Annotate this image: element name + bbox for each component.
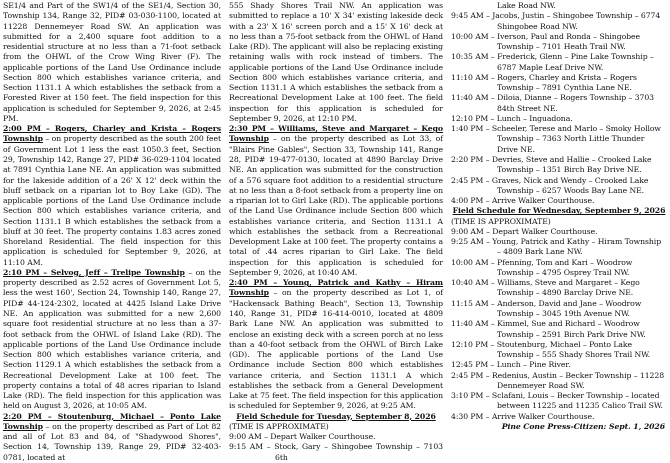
schedule-time: 12:45 PM – bbox=[451, 360, 497, 370]
schedule-time: 1:40 PM – bbox=[451, 124, 492, 134]
schedule-time: 9:00 AM – bbox=[451, 226, 493, 236]
schedule-title-tuesday: Field Schedule for Tuesday, September 8, 2026 bbox=[236, 411, 436, 421]
notice-paragraph bbox=[229, 124, 443, 278]
schedule-desc: Scheeler, Terese and Marlo – Smoky Hollow Township – 7363 North Little Thunder Drive NE. bbox=[491, 124, 661, 154]
schedule-desc: Williams, Steve and Margaret – Kego Township – 4890 Barclay Drive NE. bbox=[497, 278, 640, 298]
hearing-heading: 2:10 PM – Selvog, Jeff – Trelipe Township bbox=[3, 267, 185, 277]
schedule-continuation: Lake Road NW. bbox=[497, 1, 556, 10]
schedule-entry bbox=[451, 227, 667, 237]
schedule-time: 2:45 PM – bbox=[451, 370, 492, 380]
hearing-body: – on property described as the south 200 feet of Government Lot 1 less the east 1050.3 feet, Section 29, Township 142, Range 27, PID# 36-029-1104 located at 7891 Cynthia Lane NE. An application was submitted for the lakeside addition of a 26' X 12' deck within the bluff setback on a riparian lot to Boy Lake (GD). The applicable portions of the Land Use Ordinance include Section 800 which establishes variance criteria, and Section 1131.1 B which establishes the setback from a bluff at 30 feet. The property contains 1.83 acres zoned Shoreland Residential. The field inspection for this application is scheduled for September 9, 2026, at 11:10 AM. bbox=[3, 134, 221, 267]
schedule-desc: Lunch – Inguadona. bbox=[496, 113, 573, 123]
schedule-time: 11:40 AM – bbox=[451, 319, 498, 329]
schedule-time: 9:00 AM – bbox=[229, 432, 271, 442]
notice-paragraph bbox=[3, 412, 221, 463]
schedule-list-wednesday bbox=[451, 227, 667, 422]
schedule-time: 10:00 AM – bbox=[451, 257, 498, 267]
column-3 bbox=[447, 1, 667, 453]
schedule-time: 4:00 PM – bbox=[451, 196, 492, 206]
column-1 bbox=[3, 1, 225, 462]
schedule-entry bbox=[229, 442, 443, 463]
schedule-title-wednesday: Field Schedule for Wednesday, September 9, 2026 bbox=[452, 206, 666, 216]
schedule-time: 10:40 AM – bbox=[451, 278, 498, 288]
schedule-entry bbox=[451, 124, 667, 155]
schedule-time: 10:00 AM – bbox=[451, 31, 498, 41]
schedule-desc: Iverson, Paul and Ronda – Shingobee Township – 7101 Heath Trail NW. bbox=[497, 31, 640, 52]
schedule-desc: Pfenning, Tom and Kari – Woodrow Township – 4795 Osprey Trail NW. bbox=[497, 257, 633, 277]
schedule-time: 2:20 PM – bbox=[451, 154, 492, 164]
schedule-time: 10:35 AM – bbox=[451, 52, 498, 62]
schedule-time: 3:10 PM – bbox=[451, 391, 492, 401]
schedule-entry bbox=[451, 11, 667, 32]
schedule-approx-note: (TIME IS APPROXIMATE) bbox=[451, 216, 551, 226]
schedule-desc: Lunch – Pine River. bbox=[496, 360, 571, 370]
schedule-desc: Rogers, Charley and Krista – Rogers Township – 7891 Cynthia Lane NE. bbox=[497, 72, 637, 93]
schedule-desc: Anderson, David and Jane – Woodrow Township – 3045 19th Avenue NW. bbox=[497, 298, 642, 318]
schedule-desc: Frederick, Glenn – Pine Lake Township – 6787 Maple Leaf Drive NW. bbox=[497, 52, 654, 72]
hearing-body: – on the property described as Lot 1, of "Hackensack Bathing Beach", Section 13, Township 140, Range 31, PID# 16-414-0010, located at 4809 Bark Lane NW. An application was submitted to enclose an existing deck with a screen porch at no less than a 40-foot setback from the OHWL of Birch Lake (GD). The applicable portions of the Land Use Ordinance include Section 800 which establishes variance criteria, and Section 1131.1 A which establishes the setback from a General Development Lake at 75 feet. The field inspection for this application is scheduled for September 9, 2026, at 9:25 AM. bbox=[229, 288, 443, 411]
schedule-desc: Devries, Steve and Hallie – Crooked Lake Township – 1351 Birch Bay Drive NE. bbox=[491, 154, 652, 175]
schedule-desc: Depart Walker Courthouse. bbox=[270, 432, 376, 442]
schedule-entry bbox=[451, 155, 667, 176]
schedule-entry bbox=[451, 340, 667, 361]
hearing-body: – on the property described as Part of Lot 82 and all of Lot 83 and 84, of "Shadywood Shores", Section 14, Township 139, Range 29, PID# 32-403-0781, located at bbox=[3, 421, 221, 462]
hearing-body: – on the property described as 2.52 acres of Government Lot 5, less the west 160', Section 24, Township 140, Range 27, PID# 44-124-2302, located at 4425 Island Lake Drive NE. An application was submitted for a new 2,600 square foot residential structure at no less than a 37-foot setback from the OHWL of Island Lake (RD). The applicable portions of the Land Use Ordinance include Section 800 which establishes variance criteria, and Section 1129.1 A which establishes the setback from a Recreational Development Lake at 100 feet. The property contains a total of 48 acres riparian to Island Lake (RD). The field inspection for this application was held on August 3, 2026, at 10:05 AM. bbox=[3, 267, 221, 411]
schedule-desc: Jacobs, Justin – Shingobee Township – 6774 Shingobee Road NW. bbox=[492, 11, 661, 31]
hearing-heading: 2:20 PM – Stoutenburg, Michael – Ponto Lake Township bbox=[3, 411, 221, 431]
publication-credit: Pine Cone Press-Citizen: Sept. 1, 2026 bbox=[501, 421, 665, 431]
schedule-time: 2:45 PM – bbox=[451, 175, 492, 185]
schedule-entry bbox=[451, 196, 667, 206]
schedule-desc: Stoutenburg, Michael – Ponto Lake Township – 555 Shady Shores Trail NW. bbox=[496, 339, 651, 360]
schedule-entry bbox=[451, 73, 667, 94]
schedule-desc: Arrive Walker Courthouse. bbox=[491, 411, 595, 421]
schedule-time: 12:10 PM – bbox=[451, 339, 497, 349]
schedule-time: 9:15 AM – bbox=[229, 442, 275, 452]
notice-paragraph bbox=[3, 124, 221, 268]
schedule-entry bbox=[229, 432, 443, 442]
schedule-time: 11:10 AM – bbox=[451, 72, 498, 82]
schedule-time: 11:15 AM – bbox=[451, 298, 498, 308]
schedule-time: 4:30 PM – bbox=[451, 411, 492, 421]
schedule-desc: Graves, Nick and Wendy – Crooked Lake Township – 6257 Woods Bay Lane NE. bbox=[491, 175, 649, 195]
schedule-desc: Sclafani, Louis – Becker Township – located between 11225 and 11235 Calico Trail SW. bbox=[491, 391, 663, 411]
hearing-body: – on the property described as Lot 33, of "Blairs Pine Gables", Section 33, Township 141, Range 28, PID# 19-477-0130, located at 4890 Barclay Drive NE. An application was submitted for the construction of a 576 square foot addition to a residential structure at no less than a 8-foot setback from a property line on a riparian lot to Girl Lake (RD). The applicable portions of the Land Use Ordinance include Section 800 which establishes variance criteria, and Section 1131.1 A which establishes the setback from a Recreational Development Lake at 100 feet. The property contains a total of .44 acres riparian to Girl Lake. The field inspection for this application is scheduled for September 9, 2026, at 10:40 AM. bbox=[229, 134, 443, 277]
schedule-time: 9:45 AM – bbox=[451, 11, 493, 21]
notice-paragraph bbox=[229, 278, 443, 411]
schedule-entry bbox=[451, 360, 667, 370]
schedule-entry bbox=[451, 237, 667, 258]
schedule-entry bbox=[451, 176, 667, 197]
schedule-time: 11:40 AM – bbox=[451, 93, 498, 103]
schedule-time: 12:10 PM – bbox=[451, 113, 497, 123]
schedule-desc: Young, Patrick and Kathy – Hiram Township – 4809 Bark Lane NW. bbox=[492, 237, 662, 257]
notice-paragraph: SE1/4 and Part of the SW1/4 of the SE1/4, Section 30, Township 134, Range 32, PID# 03-030-1100, located at 11228 Dennemeyer Road SW. An application was submitted for a 2,400 square foot addition to a residential structure at no less than a 71-foot setback from the OHWL of the Crow Wing River (F). The applicable portions of the Land Use Ordinance include Section 800 which establishes variance criteria, and Section 1131.1 A which establishes the setback from a Forested River at 150 feet. The field inspection for this application is scheduled for September 9, 2026, at 2:45 PM. bbox=[3, 1, 221, 123]
notice-paragraph bbox=[3, 268, 221, 412]
schedule-desc: Stock, Gary – Shingobee Township – 7103 6th bbox=[274, 442, 443, 462]
schedule-approx-note: (TIME IS APPROXIMATE) bbox=[229, 421, 329, 431]
schedule-desc: Redenius, Austin – Becker Township – 11228 Dennemeyer Road SW. bbox=[491, 370, 665, 390]
schedule-entry bbox=[451, 319, 667, 340]
schedule-entry bbox=[451, 371, 667, 392]
schedule-desc: Diloia, Dianne – Rogers Township – 3703 84th Street NE. bbox=[497, 93, 654, 113]
schedule-desc: Kimmel, Sue and Richard – Woodrow Township – 2591 Birch Park Drive NW. bbox=[497, 319, 646, 339]
schedule-list-tuesday bbox=[451, 11, 667, 206]
schedule-time: 9:25 AM – bbox=[451, 237, 493, 247]
schedule-entry bbox=[451, 391, 667, 412]
schedule-desc: Depart Walker Courthouse. bbox=[492, 226, 598, 236]
schedule-entry bbox=[451, 52, 667, 73]
notice-paragraph: 555 Shady Shores Trail NW. An application was submitted to replace a 10' X 34' existing lakeside deck with a 23' X 16' screen porch and a 15' X 16' deck at no less than a 75-foot setback from the OHWL of Hand Lake (RD). The applicant will also be replacing existing retaining walls with rock instead of timbers. The applicable portions of the Land Use Ordinance include Section 800 which establishes variance criteria, and Section 1131.1 A which establishes the setback from a Recreational Development Lake at 100 feet. The field inspection for this application is scheduled for September 9, 2026, at 12:10 PM. bbox=[229, 1, 443, 123]
schedule-entry bbox=[451, 278, 667, 299]
schedule-desc: Arrive Walker Courthouse. bbox=[491, 196, 595, 206]
schedule-entry bbox=[451, 299, 667, 320]
hearing-heading: 2:30 PM – Williams, Steve and Margaret – Kego Township bbox=[229, 124, 443, 144]
schedule-entry bbox=[451, 114, 667, 124]
column-2 bbox=[225, 1, 447, 462]
hearing-heading: 2:40 PM – Young, Patrick and Kathy – Hiram Township bbox=[229, 278, 443, 298]
schedule-entry bbox=[451, 258, 667, 279]
schedule-entry bbox=[451, 412, 667, 422]
hearing-heading: 2:00 PM – Rogers, Charley and Krista – Rogers Township bbox=[3, 124, 221, 144]
schedule-entry bbox=[451, 32, 667, 53]
schedule-entry bbox=[451, 93, 667, 114]
